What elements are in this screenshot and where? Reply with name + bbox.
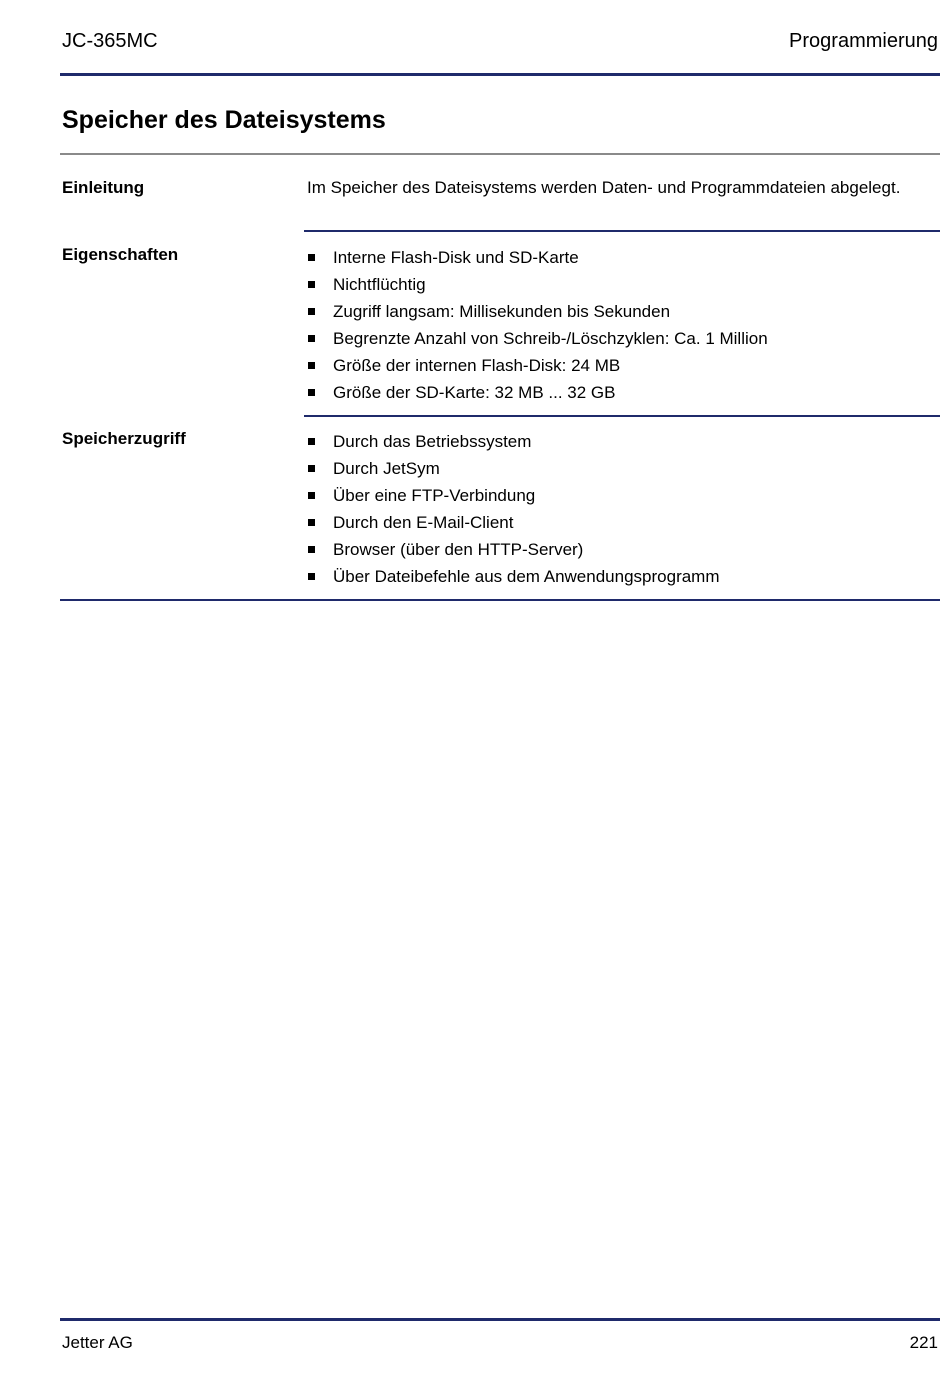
bullet-square-icon (308, 465, 315, 472)
bullet-square-icon (308, 281, 315, 288)
row-text-einleitung: Im Speicher des Dateisystems werden Daten- und Programmdateien abgelegt. (307, 178, 901, 197)
list-item-text: Durch das Betriebssystem (333, 432, 532, 451)
list-item-text: Größe der internen Flash-Disk: 24 MB (333, 356, 621, 376)
list-item-text: Über eine FTP-Verbindung (333, 486, 536, 506)
bullet-square-icon (308, 438, 315, 445)
table-bottom-rule (60, 599, 940, 601)
page-number: 221 (909, 1333, 938, 1352)
chapter-name: Programmierung (789, 30, 938, 52)
bullet-square-icon (308, 335, 315, 342)
list-item-text: Begrenzte Anzahl von Schreib-/Löschzyklen: Ca. 1 Million (333, 329, 768, 349)
row-label-speicherzugriff: Speicherzugriff (62, 429, 186, 448)
bullet-square-icon (308, 492, 315, 499)
list-item-text: Interne Flash-Disk und SD-Karte (333, 248, 579, 267)
bullet-square-icon (308, 362, 315, 369)
row-label-einleitung: Einleitung (62, 178, 145, 197)
company-name: Jetter AG (62, 1333, 133, 1352)
list-item-text: Durch den E-Mail-Client (333, 513, 514, 533)
bullet-square-icon (308, 389, 315, 396)
list-item-text: Zugriff langsam: Millisekunden bis Sekunden (333, 302, 671, 322)
product-name: JC-365MC (62, 30, 158, 52)
list-item-text: Nichtflüchtig (333, 275, 426, 295)
list-item-text: Über Dateibefehle aus dem Anwendungsprogramm (333, 567, 720, 587)
bullet-square-icon (308, 308, 315, 315)
list-item-text: Größe der SD-Karte: 32 MB ... 32 GB (333, 383, 616, 403)
page-header (62, 28, 938, 56)
bullet-square-icon (308, 254, 315, 261)
list-item-text: Durch JetSym (333, 459, 440, 479)
row-divider (304, 230, 940, 232)
footer-rule (60, 1318, 940, 1321)
bullet-square-icon (308, 546, 315, 553)
title-rule (60, 153, 940, 155)
bullet-square-icon (308, 519, 315, 526)
list-item-text: Browser (über den HTTP-Server) (333, 540, 584, 560)
header-rule (60, 73, 940, 76)
row-divider (304, 415, 940, 417)
page-footer (62, 1332, 938, 1356)
row-label-eigenschaften: Eigenschaften (62, 245, 179, 264)
bullet-square-icon (308, 573, 315, 580)
section-title: Speicher des Dateisystems (62, 106, 386, 134)
